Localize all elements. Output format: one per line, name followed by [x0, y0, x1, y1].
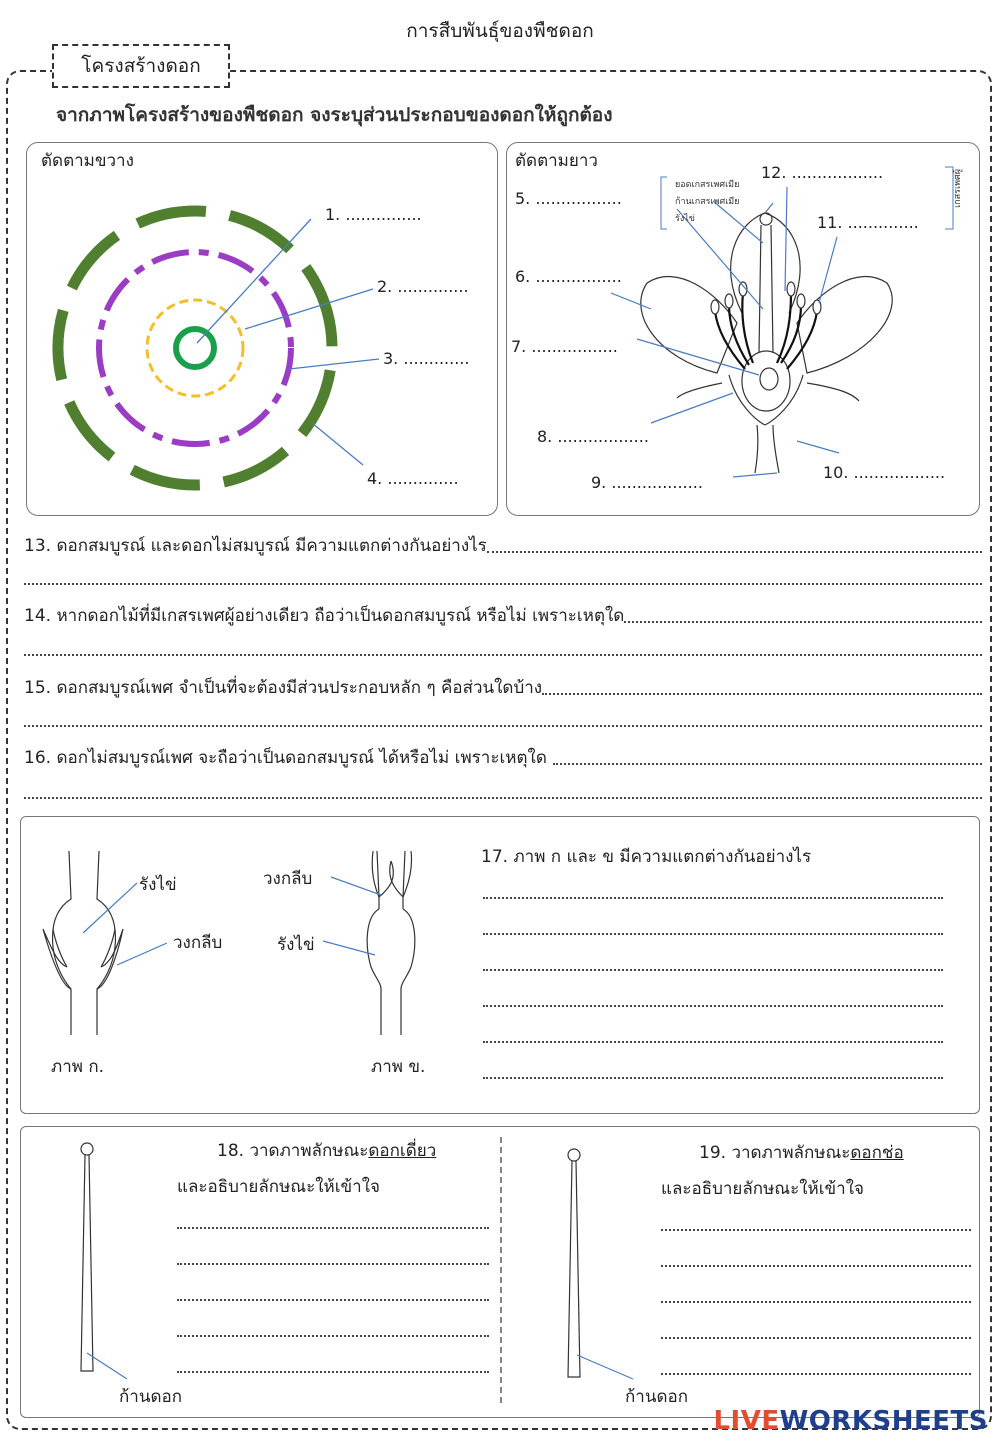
question-13 [24, 532, 982, 559]
answer-line[interactable] [177, 1263, 489, 1265]
section-tab: โครงสร้างดอก [52, 44, 230, 88]
answer-12[interactable]: 12. .................. [761, 163, 884, 182]
question-18-prefix: 18. วาดภาพลักษณะ [217, 1141, 369, 1161]
answer-7[interactable]: 7. ................. [511, 337, 618, 356]
watermark-worksheets: WORKSHEETS [779, 1406, 988, 1436]
answer-line[interactable] [661, 1301, 971, 1303]
fig-b-ovary-label: รังไข่ [277, 935, 315, 955]
question-19-prefix: 19. วาดภาพลักษณะ [699, 1143, 851, 1163]
pistil-parts [675, 177, 740, 228]
answer-line[interactable] [483, 1041, 943, 1043]
fig-b-caption: ภาพ ข. [371, 1057, 426, 1077]
answer-line[interactable] [24, 725, 982, 727]
watermark-logo [713, 1406, 988, 1436]
cross-section-label: ตัดตามขวาง [41, 151, 134, 171]
answer-line[interactable] [24, 583, 982, 585]
answer-line[interactable] [661, 1373, 971, 1375]
answer-11[interactable]: 11. .............. [817, 213, 919, 232]
answer-line[interactable] [624, 621, 982, 623]
question-16 [24, 744, 982, 771]
long-section-panel [506, 142, 980, 516]
answer-6[interactable]: 6. ................. [515, 267, 622, 286]
question-14-text: 14. หากดอกไม้ที่มีเกสรเพศผู้อย่างเดียว ถือว่าเป็นดอกสมบูรณ์ หรือไม่ เพราะเหตุใด [24, 606, 625, 626]
question-19-text [699, 1139, 904, 1166]
stigma-label: ยอดเกสรเพศเมีย [675, 180, 740, 190]
style-label: ก้านเกสรเพศเมีย [675, 197, 740, 207]
question-13-text: 13. ดอกสมบูรณ์ และดอกไม่สมบูรณ์ มีความแตกต่างกันอย่างไร [24, 536, 487, 556]
answer-line[interactable] [24, 654, 982, 656]
question-17-text: 17. ภาพ ก และ ข มีความแตกต่างกันอย่างไร [481, 847, 812, 867]
fig-b-petal-label: วงกลีบ [263, 869, 313, 889]
answer-line[interactable] [483, 1077, 943, 1079]
question-14 [24, 602, 982, 629]
answer-line[interactable] [661, 1229, 971, 1231]
fig-a-petal-label: วงกลีบ [173, 933, 223, 953]
answer-8[interactable]: 8. .................. [537, 427, 649, 446]
long-section-label: ตัดตามยาว [515, 151, 598, 171]
watermark-live: LIVE [713, 1406, 780, 1436]
question-19-underlined: ดอกช่อ [850, 1143, 904, 1163]
answer-line[interactable] [483, 933, 943, 935]
answer-line[interactable] [661, 1337, 971, 1339]
answer-line[interactable] [487, 551, 982, 553]
question-15 [24, 674, 982, 701]
question-18-underlined: ดอกเดี่ยว [368, 1141, 437, 1161]
question-18-line2: และอธิบายลักษณะให้เข้าใจ [177, 1177, 380, 1197]
page-title: การสืบพันธุ์ของพืชดอก [406, 20, 594, 42]
answer-line[interactable] [483, 1005, 943, 1007]
cross-section-panel [26, 142, 498, 516]
answer-line[interactable] [553, 763, 982, 765]
answer-9[interactable]: 9. .................. [591, 473, 703, 492]
fig-a-ovary-label: รังไข่ [139, 875, 177, 895]
answer-line[interactable] [542, 693, 982, 695]
answer-line[interactable] [483, 969, 943, 971]
cross-section-diagram [27, 143, 497, 515]
answer-line[interactable] [483, 897, 943, 899]
answer-line[interactable] [177, 1335, 489, 1337]
answer-3[interactable]: 3. ............. [383, 349, 470, 368]
fig-a-caption: ภาพ ก. [51, 1057, 105, 1077]
stalk-label-18: ก้านดอก [119, 1387, 183, 1407]
answer-line[interactable] [661, 1265, 971, 1267]
stalk-label-19: ก้านดอก [625, 1387, 689, 1407]
stamen-side-note: เกสรเพศผู้ [953, 169, 963, 208]
answer-line[interactable] [177, 1299, 489, 1301]
answer-line[interactable] [177, 1371, 489, 1373]
q17-panel [20, 816, 980, 1114]
question-19-line2: และอธิบายลักษณะให้เข้าใจ [661, 1179, 864, 1199]
instruction: จากภาพโครงสร้างของพืชดอก จงระบุส่วนประกอบของดอกให้ถูกต้อง [56, 104, 613, 126]
answer-line[interactable] [177, 1227, 489, 1229]
ovary-label: รังไข่ [675, 214, 695, 224]
question-18-text [217, 1137, 436, 1164]
answer-4[interactable]: 4. .............. [367, 469, 459, 488]
question-16-text: 16. ดอกไม่สมบูรณ์เพศ จะถือว่าเป็นดอกสมบูรณ์ ได้หรือไม่ เพราะเหตุใด [24, 748, 547, 768]
answer-2[interactable]: 2. .............. [377, 277, 469, 296]
answer-5[interactable]: 5. ................. [515, 189, 622, 208]
question-15-text: 15. ดอกสมบูรณ์เพศ จำเป็นที่จะต้องมีส่วนประกอบหลัก ๆ คือส่วนใดบ้าง [24, 678, 543, 698]
answer-line[interactable] [24, 797, 982, 799]
answer-1[interactable]: 1. ............... [325, 205, 422, 224]
answer-10[interactable]: 10. .................. [823, 463, 946, 482]
q18-q19-panel [20, 1126, 980, 1418]
